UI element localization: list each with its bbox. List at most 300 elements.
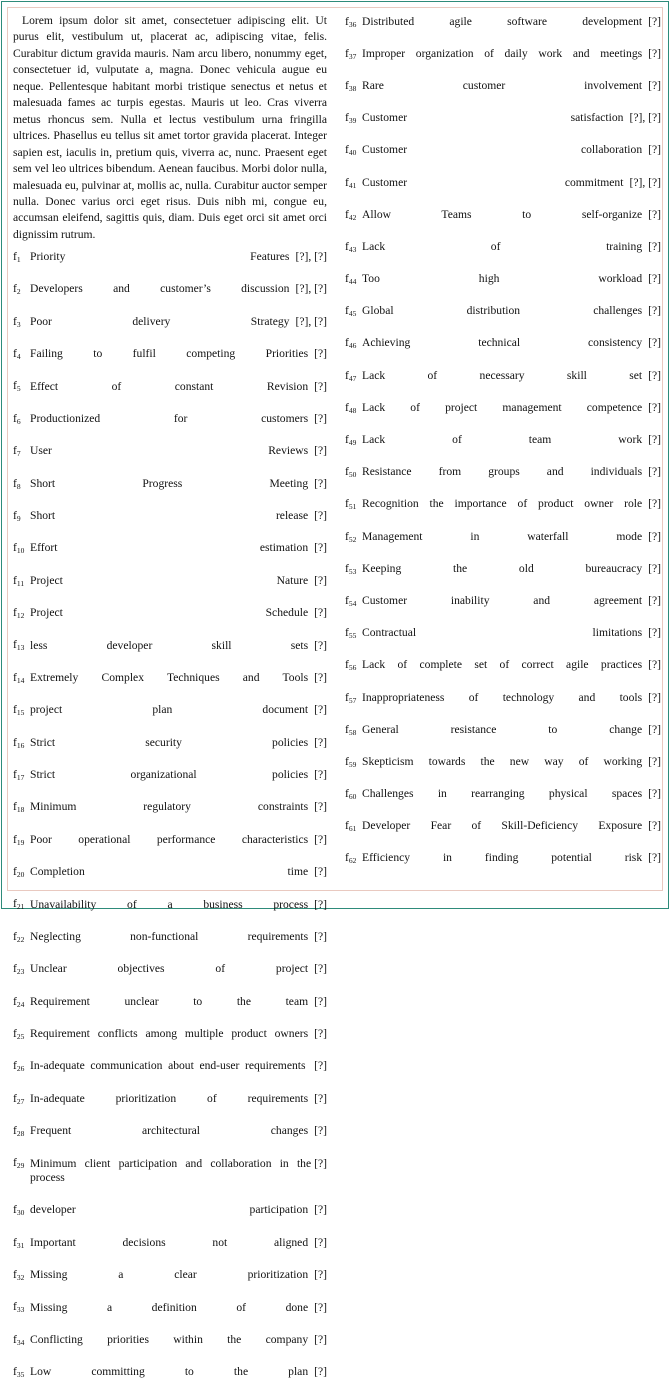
factor-body — [362, 240, 661, 269]
factor-number: 2 — [16, 287, 21, 297]
factor-number: 21 — [16, 902, 25, 912]
factor-body — [362, 594, 661, 623]
citation: [?], [?] — [629, 175, 661, 189]
citation: [?] — [314, 541, 327, 555]
citation: [?] — [314, 379, 327, 393]
factor-item — [13, 248, 327, 280]
factor-label: $f_6$ — [13, 411, 21, 426]
factor-text: Unclear objectives of project — [30, 962, 309, 976]
factor-label: $f_{58}$ — [345, 722, 357, 737]
factor-number: 58 — [348, 727, 357, 737]
factor-text: Resistance from groups and individuals — [362, 465, 643, 479]
citation: [?] — [314, 897, 327, 911]
factor-item — [13, 799, 327, 831]
factor-label: $f_9$ — [13, 508, 21, 523]
factor-item — [13, 896, 327, 928]
citation: [?] — [314, 606, 327, 620]
factor-label: $f_{15}$ — [13, 703, 25, 718]
factor-label: $f_{17}$ — [13, 767, 25, 782]
citation: [?] — [314, 509, 327, 523]
factor-number: 39 — [348, 116, 357, 126]
factor-number: 29 — [16, 1161, 25, 1171]
factor-body — [30, 574, 327, 603]
factor-number: 13 — [16, 643, 25, 653]
factor-label: $f_{50}$ — [345, 465, 357, 480]
factor-label: $f_{34}$ — [13, 1332, 25, 1347]
factor-number: 23 — [16, 967, 25, 977]
factor-number: 17 — [16, 772, 25, 782]
factor-text: Priority Features — [30, 250, 290, 264]
factor-label: $f_3$ — [13, 314, 21, 329]
factor-body — [30, 736, 327, 765]
factor-number: 26 — [16, 1064, 25, 1074]
factor-label: $f_8$ — [13, 476, 21, 491]
factor-label: $f_{42}$ — [345, 207, 357, 222]
factor-label: $f_{30}$ — [13, 1203, 25, 1218]
factor-label: $f_{19}$ — [13, 832, 25, 847]
factor-text: Customer collaboration — [362, 143, 643, 157]
factor-body — [362, 369, 661, 398]
factor-text: Requirement conflicts among multiple product owners — [30, 1027, 309, 1041]
factor-item — [345, 818, 661, 850]
citation: [?] — [314, 476, 327, 490]
factor-body — [362, 465, 661, 494]
factor-text: Extremely Complex Techniques and Tools — [30, 670, 309, 684]
factor-body — [362, 530, 661, 559]
citation: [?] — [648, 46, 661, 60]
factor-number: 35 — [16, 1370, 25, 1380]
factor-number: 38 — [348, 83, 357, 93]
citation: [?] — [314, 444, 327, 458]
factor-number: 3 — [16, 319, 21, 329]
factor-item — [345, 496, 661, 528]
factor-label: $f_{13}$ — [13, 638, 25, 653]
factor-text: Neglecting non-functional requirements — [30, 929, 309, 943]
factor-item — [13, 572, 327, 604]
factor-number: 20 — [16, 870, 25, 880]
factor-text: In-adequate communication about end-user requirements — [30, 1059, 306, 1073]
citation: [?] — [314, 1027, 327, 1041]
factor-body — [362, 401, 661, 430]
citation: [?] — [648, 272, 661, 286]
factor-text: Rare customer involvement — [362, 78, 643, 92]
factor-body — [30, 1203, 327, 1232]
factor-label: $f_{45}$ — [345, 304, 357, 319]
factor-item — [13, 831, 327, 863]
factor-number: 7 — [16, 449, 21, 459]
factor-label: $f_{62}$ — [345, 851, 357, 866]
factor-label: $f_{32}$ — [13, 1268, 25, 1283]
factor-item — [345, 689, 661, 721]
factor-number: 37 — [348, 51, 357, 61]
factor-body — [30, 768, 327, 797]
factor-label: $f_{43}$ — [345, 239, 357, 254]
factor-number: 5 — [16, 384, 21, 394]
citation: [?] — [648, 497, 661, 511]
citation: [?], [?] — [295, 314, 327, 328]
factor-item — [345, 271, 661, 303]
factor-body — [30, 444, 327, 473]
factor-label: $f_{61}$ — [345, 819, 357, 834]
factor-label: $f_{25}$ — [13, 1026, 25, 1041]
citation: [?] — [648, 143, 661, 157]
factor-text: Missing a definition of done — [30, 1300, 309, 1314]
factor-body — [30, 1157, 327, 1201]
factor-label: $f_{53}$ — [345, 561, 357, 576]
factor-item — [345, 753, 661, 785]
factor-item — [345, 142, 661, 174]
factor-number: 51 — [348, 502, 357, 512]
citation: [?] — [648, 239, 661, 253]
citation: [?] — [314, 638, 327, 652]
citation: [?] — [314, 1268, 327, 1282]
factor-number: 49 — [348, 438, 357, 448]
factor-label: $f_1$ — [13, 249, 21, 264]
factor-number: 40 — [348, 148, 357, 158]
factor-body — [362, 723, 661, 752]
factor-number: 14 — [16, 675, 25, 685]
factor-item — [345, 464, 661, 496]
citation: [?] — [314, 800, 327, 814]
factor-item — [345, 303, 661, 335]
factor-item — [13, 1202, 327, 1234]
factor-text: Poor delivery Strategy — [30, 314, 290, 328]
factor-item — [13, 604, 327, 636]
factor-body — [30, 1365, 327, 1394]
factor-item — [13, 669, 327, 701]
factor-item — [13, 702, 327, 734]
factor-body — [362, 626, 661, 655]
factor-number: 53 — [348, 566, 357, 576]
factor-label: $f_{29}$ — [13, 1156, 25, 1171]
citation: [?] — [314, 929, 327, 943]
factor-body — [362, 658, 661, 687]
citation: [?], [?] — [295, 250, 327, 264]
citation: [?] — [314, 573, 327, 587]
factor-body — [30, 865, 327, 894]
factor-text: Important decisions not aligned — [30, 1235, 309, 1249]
factor-text: Developers and customer’s discussion — [30, 282, 290, 296]
factor-label: $f_{59}$ — [345, 754, 357, 769]
factor-number: 59 — [348, 759, 357, 769]
right-column — [345, 13, 661, 882]
factor-body — [362, 819, 661, 848]
citation: [?] — [648, 336, 661, 350]
factor-text: Customer inability and agreement — [362, 593, 643, 607]
factor-label: $f_{49}$ — [345, 433, 357, 448]
citation: [?] — [314, 1091, 327, 1105]
factor-text: Productionized for customers — [30, 411, 309, 425]
factor-item — [345, 110, 661, 142]
citation: [?] — [648, 368, 661, 382]
factor-number: 33 — [16, 1305, 25, 1315]
factor-item — [345, 786, 661, 818]
factor-label: $f_{14}$ — [13, 670, 25, 685]
factor-body — [362, 208, 661, 237]
factor-text: Efficiency in finding potential risk — [362, 851, 643, 865]
factor-item — [345, 335, 661, 367]
factor-text: Failing to fulfil competing Priorities — [30, 347, 309, 361]
factor-item — [345, 721, 661, 753]
citation: [?] — [314, 1332, 327, 1346]
citation: [?], [?] — [295, 282, 327, 296]
factor-number: 32 — [16, 1273, 25, 1283]
factor-label: $f_{16}$ — [13, 735, 25, 750]
factor-number: 12 — [16, 611, 25, 621]
factor-number: 24 — [16, 999, 25, 1009]
factor-label: $f_{27}$ — [13, 1091, 25, 1106]
factor-number: 30 — [16, 1208, 25, 1218]
factor-item — [13, 378, 327, 410]
citation: [?] — [314, 865, 327, 879]
citation: [?] — [648, 819, 661, 833]
factor-label: $f_{40}$ — [345, 143, 357, 158]
factor-number: 34 — [16, 1337, 25, 1347]
factor-text: Short Progress Meeting — [30, 476, 309, 490]
factor-label: $f_{20}$ — [13, 865, 25, 880]
citation: [?] — [648, 529, 661, 543]
factor-number: 19 — [16, 837, 25, 847]
factor-item — [13, 443, 327, 475]
factor-body — [30, 1268, 327, 1297]
factor-text: less developer skill sets — [30, 638, 309, 652]
citation: [?] — [648, 722, 661, 736]
factor-label: $f_{57}$ — [345, 690, 357, 705]
factor-text: Challenges in rearranging physical spaces — [362, 787, 643, 801]
factor-body — [30, 703, 327, 732]
factor-body — [30, 898, 327, 927]
factor-body — [362, 47, 661, 76]
factor-number: 55 — [348, 631, 357, 641]
factor-body — [30, 380, 327, 409]
factor-text: Strict security policies — [30, 735, 309, 749]
factor-body — [30, 250, 327, 279]
factor-body — [362, 143, 661, 172]
factor-body — [30, 541, 327, 570]
factor-label: $f_{37}$ — [345, 46, 357, 61]
factor-body — [362, 304, 661, 333]
factor-number: 27 — [16, 1096, 25, 1106]
citation: [?] — [314, 1156, 327, 1170]
citation: [?] — [314, 735, 327, 749]
factor-body — [30, 800, 327, 829]
factor-number: 56 — [348, 663, 357, 673]
factor-text: Lack of project management competence — [362, 400, 643, 414]
citation: [?] — [314, 703, 327, 717]
factor-number: 48 — [348, 405, 357, 415]
factor-body — [30, 1027, 327, 1056]
factor-text: Lack of training — [362, 239, 643, 253]
factor-number: 42 — [348, 212, 357, 222]
factor-item — [13, 410, 327, 442]
factor-text: Contractual limitations — [362, 626, 643, 640]
citation: [?] — [648, 433, 661, 447]
factor-text: Completion time — [30, 865, 309, 879]
factor-body — [30, 509, 327, 538]
factor-body — [30, 315, 327, 344]
citation: [?] — [648, 400, 661, 414]
factor-body — [30, 962, 327, 991]
factor-label: $f_7$ — [13, 444, 21, 459]
factor-text: developer participation — [30, 1203, 309, 1217]
citation: [?] — [314, 347, 327, 361]
factor-text: Achieving technical consistency — [362, 336, 643, 350]
factor-item — [13, 1331, 327, 1363]
factor-item — [345, 367, 661, 399]
factor-item — [13, 1364, 327, 1396]
factor-body — [30, 1333, 327, 1362]
factor-item — [345, 77, 661, 109]
factor-number: 57 — [348, 695, 357, 705]
factor-body — [362, 433, 661, 462]
factor-label: $f_{51}$ — [345, 497, 357, 512]
factor-body — [30, 282, 327, 311]
factor-text: Effect of constant Revision — [30, 379, 309, 393]
factor-label: $f_{41}$ — [345, 175, 357, 190]
citation: [?] — [648, 754, 661, 768]
factor-text: Inappropriateness of technology and tools — [362, 690, 643, 704]
factor-item — [13, 1155, 327, 1202]
citation: [?] — [314, 1365, 327, 1379]
factor-number: 22 — [16, 934, 25, 944]
citation: [?] — [648, 593, 661, 607]
factor-item — [13, 1122, 327, 1154]
factor-text: Management in waterfall mode — [362, 529, 643, 543]
factor-number: 15 — [16, 708, 25, 718]
citation: [?] — [648, 690, 661, 704]
factor-body — [30, 1092, 327, 1121]
factor-text: Short release — [30, 509, 309, 523]
factor-body — [362, 176, 661, 205]
factor-text: Unavailability of a business process — [30, 897, 309, 911]
factor-text: Distributed agile software development — [362, 14, 643, 28]
factor-number: 25 — [16, 1031, 25, 1041]
factor-list-left — [13, 248, 327, 1396]
factor-number: 16 — [16, 740, 25, 750]
citation: [?] — [314, 1124, 327, 1138]
factor-item — [345, 657, 661, 689]
factor-body — [30, 606, 327, 635]
citation: [?] — [314, 832, 327, 846]
factor-item — [13, 540, 327, 572]
factor-text: Lack of necessary skill set — [362, 368, 643, 382]
factor-body — [30, 930, 327, 959]
factor-item — [345, 850, 661, 882]
factor-item — [345, 238, 661, 270]
factor-text: project plan document — [30, 703, 309, 717]
factor-label: $f_{55}$ — [345, 626, 357, 641]
factor-item — [345, 560, 661, 592]
factor-body — [362, 111, 661, 140]
factor-text: Skepticism towards the new way of working — [362, 754, 643, 768]
factor-item — [345, 174, 661, 206]
factor-text: Missing a clear prioritization — [30, 1268, 309, 1282]
factor-body — [362, 562, 661, 591]
factor-item — [13, 1090, 327, 1122]
factor-text: Minimum regulatory constraints — [30, 800, 309, 814]
factor-body — [30, 1124, 327, 1153]
factor-text: Improper organization of daily work and meetings — [362, 46, 643, 60]
citation: [?] — [648, 658, 661, 672]
citation: [?] — [314, 768, 327, 782]
factor-text: Project Nature — [30, 573, 309, 587]
citation: [?] — [314, 1300, 327, 1314]
factor-body — [362, 336, 661, 365]
citation: [?] — [648, 787, 661, 801]
factor-text: Conflicting priorities within the company — [30, 1332, 309, 1346]
factor-text: Customer satisfaction — [362, 111, 624, 125]
factor-text: User Reviews — [30, 444, 309, 458]
citation: [?] — [314, 1203, 327, 1217]
factor-item — [345, 45, 661, 77]
factor-text: Project Schedule — [30, 606, 309, 620]
factor-label: $f_{56}$ — [345, 658, 357, 673]
factor-label: $f_{52}$ — [345, 529, 357, 544]
citation: [?] — [314, 962, 327, 976]
factor-label: $f_{11}$ — [13, 573, 25, 588]
factor-label: $f_{33}$ — [13, 1300, 25, 1315]
factor-item — [13, 1299, 327, 1331]
factor-label: $f_{46}$ — [345, 336, 357, 351]
factor-label: $f_2$ — [13, 282, 21, 297]
factor-item — [13, 475, 327, 507]
factor-body — [30, 1301, 327, 1330]
factor-label: $f_{26}$ — [13, 1059, 25, 1074]
factor-number: 47 — [348, 373, 357, 383]
factor-body — [362, 691, 661, 720]
factor-label: $f_{28}$ — [13, 1124, 25, 1139]
factor-number: 54 — [348, 598, 357, 608]
factor-label: $f_{35}$ — [13, 1365, 25, 1380]
factor-body — [30, 671, 327, 700]
citation: [?] — [648, 207, 661, 221]
factor-item — [13, 1266, 327, 1298]
factor-item — [345, 206, 661, 238]
factor-number: 52 — [348, 534, 357, 544]
citation: [?] — [314, 411, 327, 425]
citation: [?] — [648, 626, 661, 640]
factor-number: 44 — [348, 277, 357, 287]
factor-number: 1 — [16, 254, 21, 264]
factor-number: 10 — [16, 546, 25, 556]
factor-label: $f_{36}$ — [345, 14, 357, 29]
factor-item — [13, 863, 327, 895]
factor-body — [30, 995, 327, 1024]
factor-item — [13, 1234, 327, 1266]
factor-number: 6 — [16, 416, 21, 426]
factor-text: Minimum client participation and collaboration in the process — [30, 1156, 312, 1185]
citation: [?] — [648, 78, 661, 92]
factor-label: $f_{18}$ — [13, 800, 25, 815]
factor-label: $f_{47}$ — [345, 368, 357, 383]
factor-label: $f_{60}$ — [345, 787, 357, 802]
factor-text: Lack of complete set of correct agile practices — [362, 658, 643, 672]
factor-item — [13, 734, 327, 766]
factor-text: Poor operational performance characteristics — [30, 832, 309, 846]
factor-text: Strict organizational policies — [30, 768, 309, 782]
factor-number: 62 — [348, 856, 357, 866]
factor-item — [13, 313, 327, 345]
factor-body — [30, 1059, 327, 1088]
factor-item — [13, 1058, 327, 1090]
factor-text: Frequent architectural changes — [30, 1124, 309, 1138]
citation: [?] — [648, 14, 661, 28]
factor-number: 41 — [348, 180, 357, 190]
factor-label: $f_{39}$ — [345, 111, 357, 126]
factor-text: Keeping the old bureaucracy — [362, 561, 643, 575]
factor-text: Too high workload — [362, 272, 643, 286]
factor-body — [30, 412, 327, 441]
